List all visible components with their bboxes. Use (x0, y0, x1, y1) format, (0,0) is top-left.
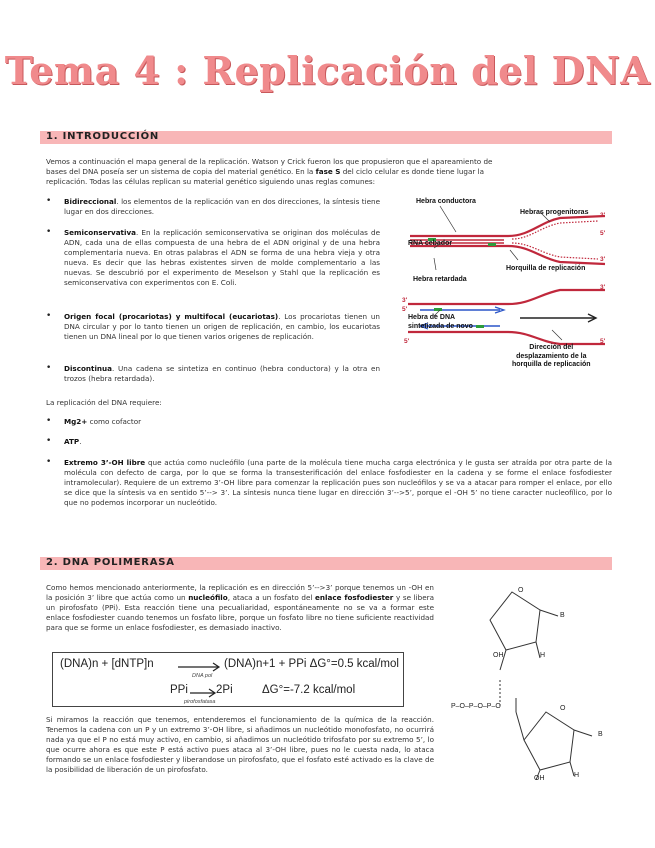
end-label: 3' (600, 284, 606, 291)
bullet-bidireccional: Bidireccional. los elementos de la replicación van en dos direcciones, la síntesis tiene lugar en dos direcciones. (64, 197, 380, 216)
bullet-dot: • (46, 227, 52, 237)
page-title: Tema 4 : Replicación del DNA (4, 48, 651, 93)
end-label: 3' (600, 212, 606, 219)
chem-oh-2: OH (534, 775, 545, 782)
label-horquilla: Horquilla de replicación (506, 265, 586, 272)
bullet-dot: • (46, 416, 52, 426)
end-label: 5' (600, 230, 606, 237)
requires-atp: ATP. (64, 437, 82, 446)
bullet-dot: • (46, 363, 52, 373)
chem-h-1: H (540, 652, 546, 659)
label-hebra-novo: Hebra de DNA sintetizada de novo (408, 314, 473, 330)
chem-b-2: B (598, 731, 603, 738)
eq2-right: 2Pi (216, 684, 233, 696)
label-direccion: Dirección del desplazamiento de la horquilla de replicación (512, 344, 591, 368)
section-title-introduccion: 1. INTRODUCCIÓN (46, 131, 160, 142)
bullet-discontinua: Discontinua. Una cadena se sintetiza en continuo (hebra conductora) y la otra en trozos (hebra retardada). (64, 364, 380, 383)
bullet-semiconservativa: Semiconservativa. En la replicación semiconservativa se originan dos moléculas de ADN, cada una de ellas compuesta de una hebra de el ADN original y de una hebra complementaria nueva. En otras palabras el ADN se forma de una hebra vieja y otra nueva. Es decir que las hebras existentes sirven de molde complementario a las nuevas. Se descubrió por el experimento de Meselson y Stahl que la replicación es semiconservativa con experimentos con E. Coli. (64, 228, 380, 287)
nucleotide-structure (440, 580, 612, 780)
chem-h-2: H (574, 772, 580, 779)
end-label: 5' (402, 306, 408, 313)
bullet-dot: • (46, 436, 52, 446)
eq1-left: (DNA)n + [dNTP]n (60, 658, 154, 670)
label-hebra-retardada: Hebra retardada (413, 276, 467, 283)
end-label: 5' (600, 338, 606, 345)
end-label: 3' (402, 297, 408, 304)
bullet-dot: • (46, 311, 52, 321)
bullet-dot: • (46, 457, 52, 467)
eq2-dg: ΔG°=-7.2 kcal/mol (262, 684, 356, 696)
chem-b-1: B (560, 612, 565, 619)
chem-oh-1: OH (493, 652, 504, 659)
requires-intro: La replicación del DNA requiere: (46, 398, 162, 407)
label-hebra-conductora: Hebra conductora (416, 198, 476, 205)
eq1-right: (DNA)n+1 + PPi ΔG°=0.5 kcal/mol (224, 658, 399, 670)
eq1-enzyme: DNA pol (192, 673, 213, 679)
eq2-left: PPi (170, 684, 188, 696)
end-label: 5' (404, 338, 410, 345)
label-hebras-progenitoras: Hebras progenitoras (520, 209, 589, 216)
eq1-arrow (178, 662, 222, 672)
end-label: 3' (600, 256, 606, 263)
polimerasa-paragraph-2: Si miramos la reacción que tenemos, entenderemos el funcionamiento de la química de la reacción. Tenemos la cadena con un P y un extremo 3’-OH libre, si añadimos un nucleótido monofosfato, no ocurrirá nada ya que el P no está muy activo, en cambio, si añadimos un nucleótido trifosfato por su extremo 5’, lo que ocurre ahora es que este P está activo pues ataca al 3’-OH libre, pues no le cuesta nada, lo ataca formando se un enlace fosfodiester y liberandose un pirofosfato, que el fosfato esté activado es la clave de la posibilidad de liberación de un pirofosfato. (46, 715, 434, 774)
chem-o-1: O (518, 587, 524, 594)
section-title-dna-polimerasa: 2. DNA POLIMERASA (46, 557, 175, 568)
chem-o-2: O (560, 705, 566, 712)
bullet-origen-focal: Origen focal (procariotas) y multifocal (eucariotas). Los procariotas tienen un DNA circular y por lo tanto tienen un origen de replicación, en cambio, los eucariotas tienen un DNA lineal por lo que tienen varios origenes de replicación. (64, 312, 380, 341)
eq2-arrow (190, 688, 218, 698)
requires-mg: Mg2+ como cofactor (64, 417, 142, 426)
bullet-dot: • (46, 196, 52, 206)
chem-ppp: P–O–P–O–P–O (451, 703, 501, 710)
polimerasa-paragraph-1: Como hemos mencionado anteriormente, la replicación es en dirección 5’-->3’ porque tenemos un -OH en la posición 3’ libre que actúa como un nucleófilo, ataca a un fosfato del enlace fosfodiester y se libera un pirofosfato (PPi). Esta reacción tiene una pecualiaridad, espontáneamente no se va a formar este enlace fosfodiester cuando tenemos un fosfato libre, porque un fosfato libre no tiene suficiente reactividad para que se forme un enlace fosfodiester, es demasiado inactivo. (46, 583, 434, 632)
label-rna-cebador: RNA cebador (408, 240, 453, 247)
requires-3oh: Extremo 3’-OH libre que actúa como nucleófilo (una parte de la molécula tiene mucha carga electrónica y le gusta ser atraída por otra parte de la molécula con defecto de carga, por lo que se forma la transesterificación del enlace fosfodiester en la cadena y se forme el enlace fosfodiester intramolecular). Requiere de un extremo 3’-OH libre para comenzar la replicación pues son nucleófilos y se va a atacar para romper el enlace, por ello se dice que la síntesis va en sentido 5’--> 3’. La síntesis nunca tiene lugar en dirección 3’-->5’, porque el -OH 5’ no tiene caracter nucleofílico, por lo que no podemos incorporar un nucleótido. (64, 458, 613, 507)
intro-paragraph: Vemos a continuación el mapa general de la replicación. Watson y Crick fueron los que propusieron que el apareamiento de bases del DNA poseía ser un sistema de copia del material genético. En la fase S del ciclo celular es donde tiene lugar la replicación. Todas las células replican su material genético siguiendo unas reglas comunes: (46, 157, 493, 186)
eq2-enzyme: pirofosfatasa (184, 699, 216, 705)
